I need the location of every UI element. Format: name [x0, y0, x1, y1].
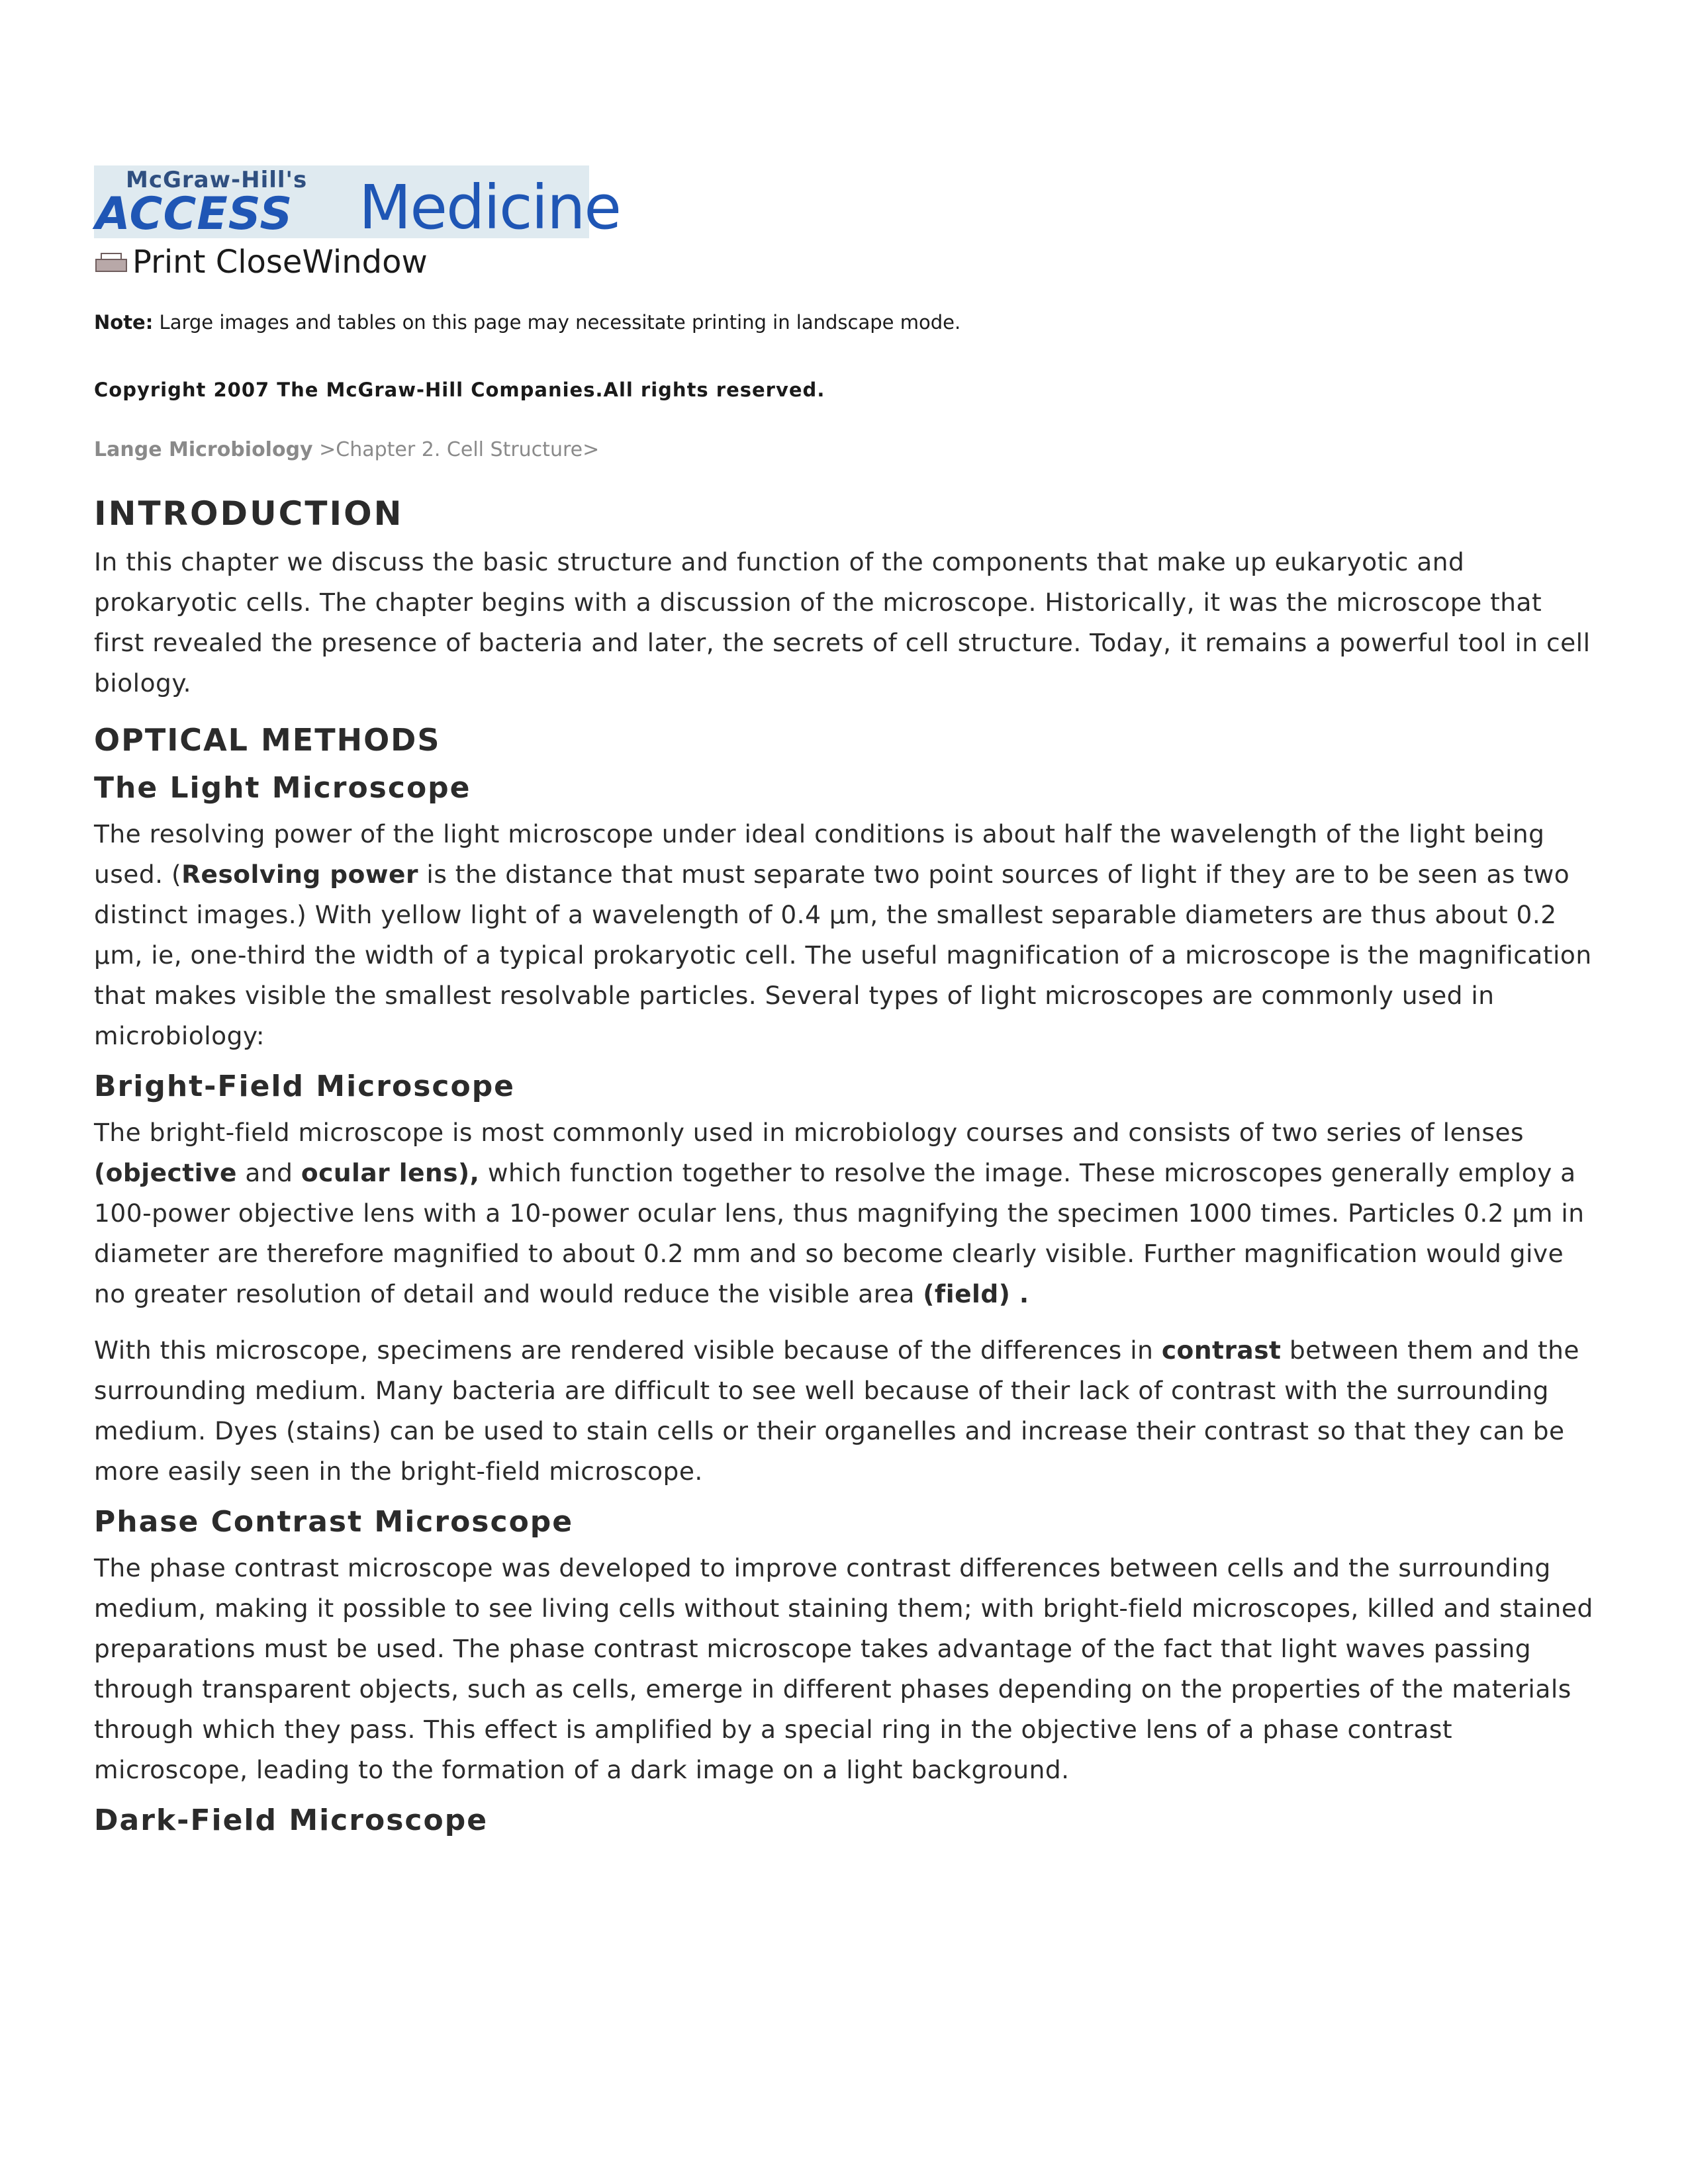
- accessmedicine-logo[interactable]: [94, 165, 620, 243]
- logo-medicine-text: Medicine: [359, 172, 620, 243]
- close-window-link[interactable]: CloseWindow: [215, 244, 428, 281]
- intro-paragraph: In this chapter we discuss the basic structure and function of the components that make up eukaryotic and prokaryotic cells. The chapter begins with a discussion of the microscope. Historically, it was the microscope that first revealed the presence of bacteria and later, the secrets of cell structure. Today, it remains a powerful tool in cell biology.: [94, 547, 1591, 698]
- breadcrumb-book[interactable]: Lange Microbiology: [94, 438, 313, 461]
- intro-heading: INTRODUCTION: [94, 494, 404, 533]
- copyright-text: Copyright 2007 The McGraw-Hill Companies.All rights reserved.: [94, 379, 825, 401]
- logo-top-text: McGraw-Hill's: [126, 167, 308, 193]
- breadcrumb-chapter[interactable]: >Chapter 2. Cell Structure>: [312, 438, 600, 461]
- light-microscope-paragraph: The resolving power of the light microscope under ideal conditions is about half the wavelength of the light being used. (Resolving power is the distance that must separate two point sources of light if they are to be seen as two distinct images.) With yellow light of a wavelength of 0.4 µm, the smallest separable diameters are thus about 0.2 µm, ie, one-third the width of a typical prokaryotic cell. The useful magnification of a microscope is the magnification that makes visible the smallest resolvable particles. Several types of light microscopes are commonly used in microbiology:: [94, 819, 1592, 1050]
- note-label: Note:: [94, 311, 154, 334]
- print-toolbar: [94, 242, 1597, 282]
- phase-contrast-heading: Phase Contrast Microscope: [94, 1505, 574, 1539]
- document-page: [94, 165, 1597, 1837]
- dark-field-heading: Dark-Field Microscope: [94, 1803, 489, 1837]
- breadcrumb: [94, 438, 1597, 461]
- print-link[interactable]: Print: [132, 244, 206, 281]
- printer-icon[interactable]: [94, 251, 127, 273]
- print-note: [94, 311, 1597, 334]
- phase-contrast-paragraph: The phase contrast microscope was developed to improve contrast differences between cells and the surrounding medium, making it possible to see living cells without staining them; with bright-field microscopes, killed and stained preparations must be used. The phase contrast microscope takes advantage of the fact that light waves passing through transparent objects, such as cells, emerge in different phases depending on the properties of the materials through which they pass. This effect is amplified by a special ring in the objective lens of a phase contrast microscope, leading to the formation of a dark image on a light background.: [94, 1553, 1593, 1784]
- bright-field-paragraph-2: With this microscope, specimens are rendered visible because of the differences in contrast between them and the surrounding medium. Many bacteria are difficult to see well because of their lack of contrast with the surrounding medium. Dyes (stains) can be used to stain cells or their organelles and increase their contrast so that they can be more easily seen in the bright-field microscope.: [94, 1336, 1580, 1486]
- note-text: Large images and tables on this page may necessitate printing in landscape mode.: [153, 311, 961, 334]
- term-resolving-power: Resolving power: [181, 860, 418, 889]
- term-field: (field) .: [923, 1279, 1029, 1308]
- optical-methods-heading: OPTICAL METHODS: [94, 722, 441, 758]
- bright-field-paragraph-1: The bright-field microscope is most commonly used in microbiology courses and consists of two series of lenses (objective and ocular lens), which function together to resolve the image. These microscopes generally employ a 100-power objective lens with a 10-power ocular lens, thus magnifying the specimen 1000 times. Particles 0.2 µm in diameter are therefore magnified to about 0.2 mm and so become clearly visible. Further magnification would give no greater resolution of detail and would reduce the visible area (field) .: [94, 1118, 1585, 1308]
- light-microscope-heading: The Light Microscope: [94, 771, 471, 805]
- term-contrast: contrast: [1161, 1336, 1282, 1365]
- term-ocular-lens: ocular lens),: [301, 1158, 480, 1187]
- bright-field-heading: Bright-Field Microscope: [94, 1069, 516, 1103]
- logo-access-text: ACCESS: [95, 188, 293, 240]
- term-objective: (objective: [94, 1158, 237, 1187]
